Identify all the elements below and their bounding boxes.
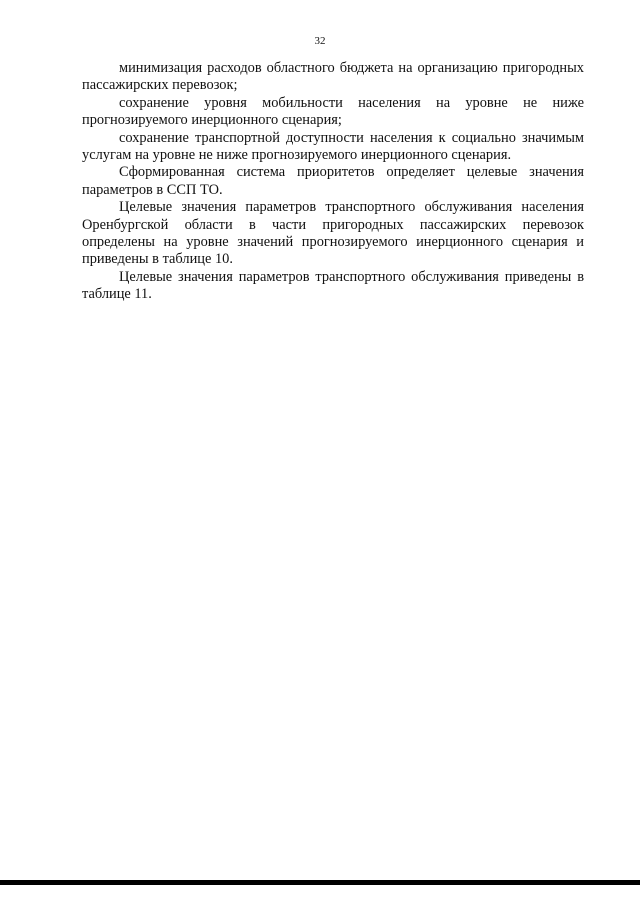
- paragraph-budget-minimization: минимизация расходов областного бюджета на организацию пригородных пассажирских перевозок;: [82, 60, 584, 94]
- page-number: 32: [314, 35, 326, 47]
- paragraph-mobility-preservation: сохранение уровня мобильности населения на уровне не ниже прогнозируемого инерционного сценария;: [82, 94, 584, 129]
- paragraph-table-11-reference: Целевые значения параметров транспортного обслуживания приведены в таблице 11.: [82, 268, 584, 303]
- paragraph-table-10-reference: Целевые значения параметров транспортного обслуживания населения Оренбургской области в части пригородных пассажирских перевозок определены на уровне значений прогнозируемого инерционного сценария и приведены в таблице 10.: [82, 199, 584, 268]
- paragraph-transport-accessibility: сохранение транспортной доступности населения к социально значимым услугам на уровне не ниже прогнозируемого инерционного сценария.: [82, 129, 584, 164]
- paragraph-priority-system: Сформированная система приоритетов определяет целевые значения параметров в ССП ТО.: [82, 164, 584, 198]
- document-body: [82, 60, 584, 304]
- bottom-border-line: [0, 880, 640, 885]
